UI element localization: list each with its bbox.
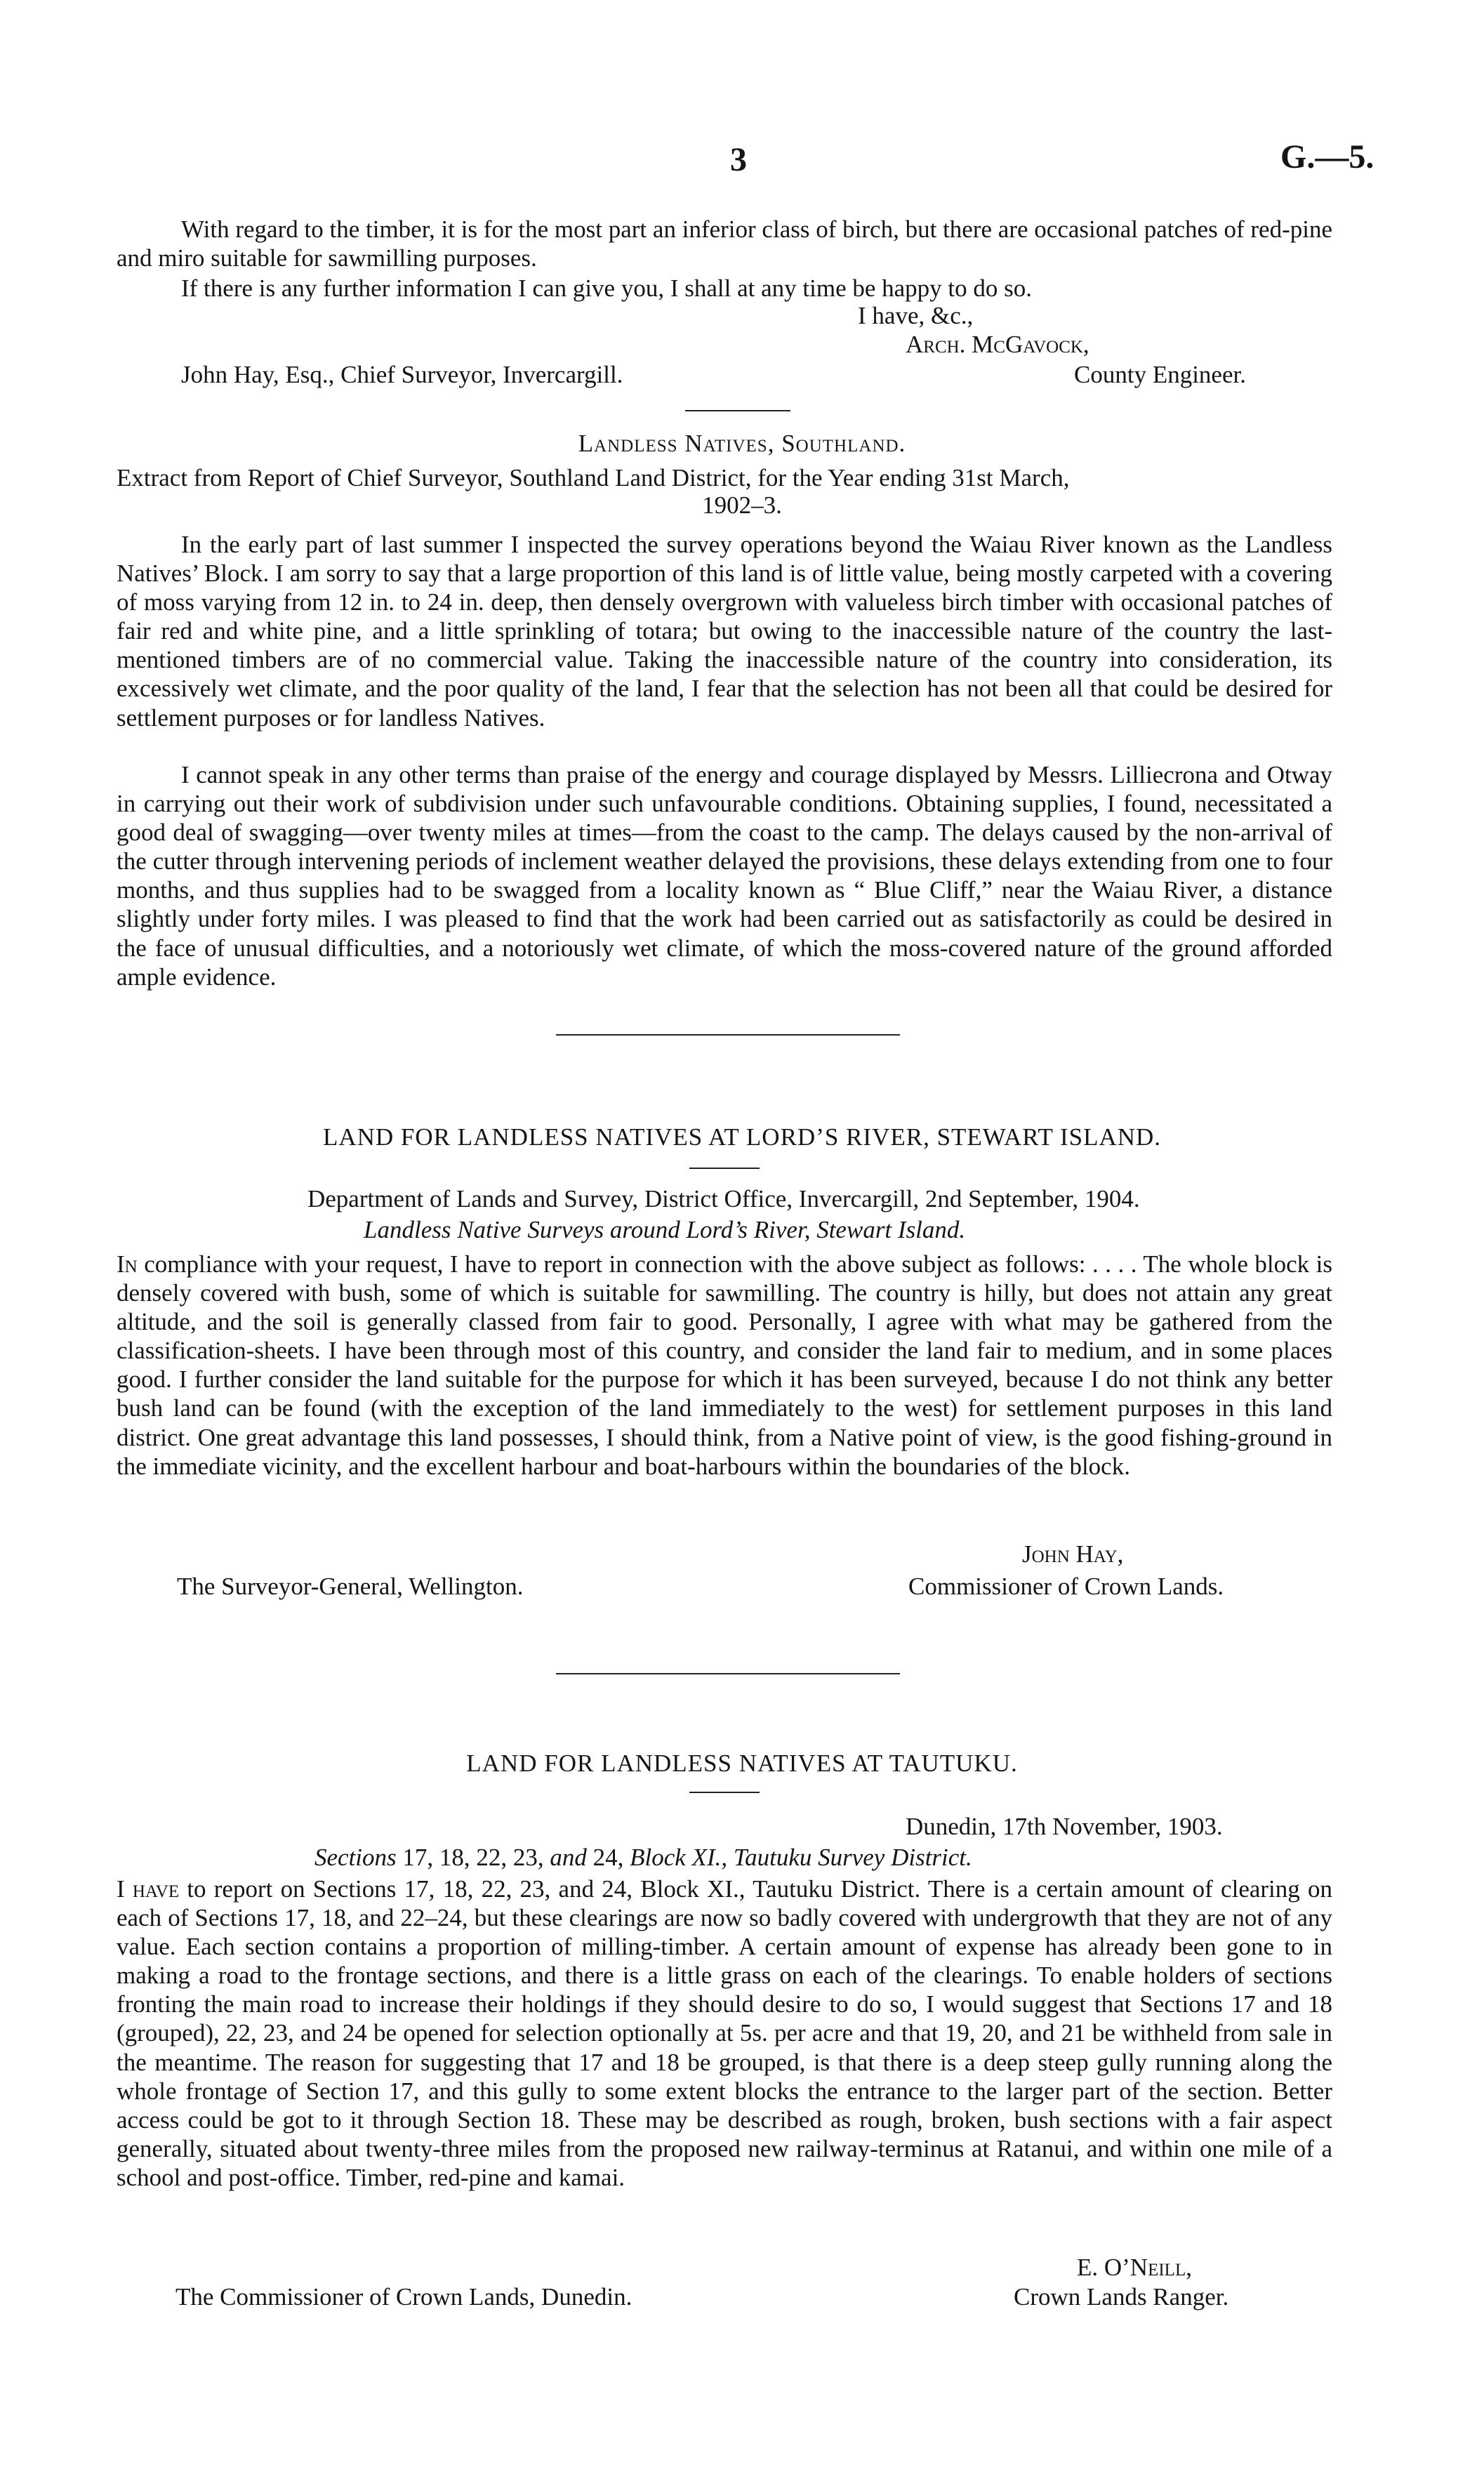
tautuku-signatory-title: Crown Lands Ranger. <box>1014 2283 1229 2311</box>
tautuku-signatory: E. O’Neill, <box>1077 2254 1192 2281</box>
lords-river-department-line: Department of Lands and Survey, District Office, Invercargill, 2nd September, 1904. <box>307 1185 1140 1212</box>
further-info-paragraph: If there is any further information I can give you, I shall at any time be happy to do so. <box>181 275 1033 302</box>
heading-underline <box>689 1792 760 1793</box>
lords-river-signatory-title: Commissioner of Crown Lands. <box>908 1573 1224 1600</box>
timber-paragraph: With regard to the timber, it is for the most part an inferior class of birch, but there are occasional patches of red-pine and miro suitable for sawmilling purposes. <box>117 216 1332 272</box>
letter-signatory: Arch. McGavock, <box>906 331 1089 358</box>
lords-river-addressee: The Surveyor-General, Wellington. <box>177 1573 524 1600</box>
southland-extract-line: Extract from Report of Chief Surveyor, Southland Land District, for the Year ending 31st March, <box>117 464 1070 491</box>
page-number: 3 <box>730 141 747 178</box>
section-divider <box>556 1034 900 1036</box>
letter-closing: I have, &c., <box>858 302 974 329</box>
letter-addressee: John Hay, Esq., Chief Surveyor, Invercargill. <box>181 361 623 388</box>
lords-river-heading: LAND FOR LANDLESS NATIVES AT LORD’S RIVER, STEWART ISLAND. <box>322 1123 1162 1151</box>
tautuku-date-line: Dunedin, 17th November, 1903. <box>906 1813 1223 1840</box>
document-reference: G.—5. <box>1280 138 1374 176</box>
lords-river-signatory: John Hay, <box>1022 1540 1124 1568</box>
section-divider <box>556 1673 900 1674</box>
southland-paragraph-1: In the early part of last summer I inspected the survey operations beyond the Waiau River known as the Landless Natives’ Block. I am sorry to say that a large proportion of this land is of little value, being mostly carpeted with a covering of moss varying from 12 in. to 24 in. deep, then densely overgrown with valueless birch timber with occasional patches of fair red and white pine, and a little sprinkling of totara; but owing to the inaccessible nature of the country the last-mentioned timbers are of no commercial value. Taking the inaccessible nature of the country into consideration, its excessively wet climate, and the poor quality of the land, I fear that the selection has not been all that could be desired for settlement purposes or for landless Natives. <box>117 531 1332 732</box>
tautuku-heading: LAND FOR LANDLESS NATIVES AT TAUTUKU. <box>466 1750 1018 1777</box>
tautuku-addressee: The Commissioner of Crown Lands, Dunedin. <box>175 2283 632 2311</box>
tautuku-paragraph: I have to report on Sections 17, 18, 22, 23, and 24, Block XI., Tautuku District. There is a certain amount of clearing on each of Sections 17, 18, and 22–24, but these clearings are now so badly covered with undergrowth that they are not of any value. Each section contains a proportion of milling-timber. A certain amount of expense has already been gone to in making a road to the frontage sections, and there is a little grass on each of the clearings. To enable holders of sections fronting the main road to increase their holdings if they should desire to do so, I would suggest that Sections 17 and 18 (grouped), 22, 23, and 24 be opened for selection optionally at 5s. per acre and that 19, 20, and 21 be withheld from sale in the meantime. The reason for suggesting that 17 and 18 be grouped, is that there is a deep steep gully running along the whole frontage of Section 17, and this gully to some extent blocks the entrance to the larger part of the section. Better access could be got to it through Section 18. These may be described as rough, broken, bush sections with a fair aspect generally, situated about twenty-three miles from the proposed new railway-terminus at Ratanui, and within one mile of a school and post-office. Timber, red-pine and kamai. <box>117 1875 1332 2191</box>
southland-heading: Landless Natives, Southland. <box>578 430 906 457</box>
southland-extract-year: 1902–3. <box>702 491 782 519</box>
section-divider <box>685 410 790 411</box>
lords-river-paragraph: In compliance with your request, I have to report in connection with the above subject as follows: . . . . The whole block is densely covered with bush, some of which is suitable for sawmilling. The country is hilly, but does not attain any great altitude, and the soil is generally classed from fair to good. Personally, I agree with what may be gathered from the classification-sheets. I have been through most of this country, and consider the land fair to medium, and in some places good. I further consider the land suitable for the purpose for which it has been surveyed, because I do not think any better bush land can be found (with the exception of the land immediately to the west) for settlement purposes in this land district. One great advantage this land possesses, I should think, from a Native point of view, is the good fishing-ground in the immediate vicinity, and the excellent harbour and boat-harbours within the boundaries of the block. <box>117 1250 1333 1480</box>
southland-paragraph-2: I cannot speak in any other terms than praise of the energy and courage displayed by Messrs. Lilliecrona and Otway in carrying out their work of subdivision under such unfavourable conditions. Obtaining supplies, I found, necessitated a good deal of swagging—over twenty miles at times—from the coast to the camp. The delays caused by the non-arrival of the cutter through intervening periods of inclement weather delayed the provisions, these delays extending from one to four months, and thus supplies had to be swagged from a locality known as “ Blue Cliff,” near the Waiau River, a distance slightly under forty miles. I was pleased to find that the work had been carried out as satisfactorily as could be desired in the face of unusual difficulties, and a notoriously wet climate, of which the moss-covered nature of the ground afforded ample evidence. <box>117 761 1332 991</box>
lords-river-subject: Landless Native Surveys around Lord’s River, Stewart Island. <box>364 1216 966 1243</box>
heading-underline <box>689 1168 760 1169</box>
letter-signatory-title: County Engineer. <box>1074 361 1246 388</box>
tautuku-subject: Sections 17, 18, 22, 23, and 24, Block XI., Tautuku Survey District. <box>314 1844 972 1871</box>
